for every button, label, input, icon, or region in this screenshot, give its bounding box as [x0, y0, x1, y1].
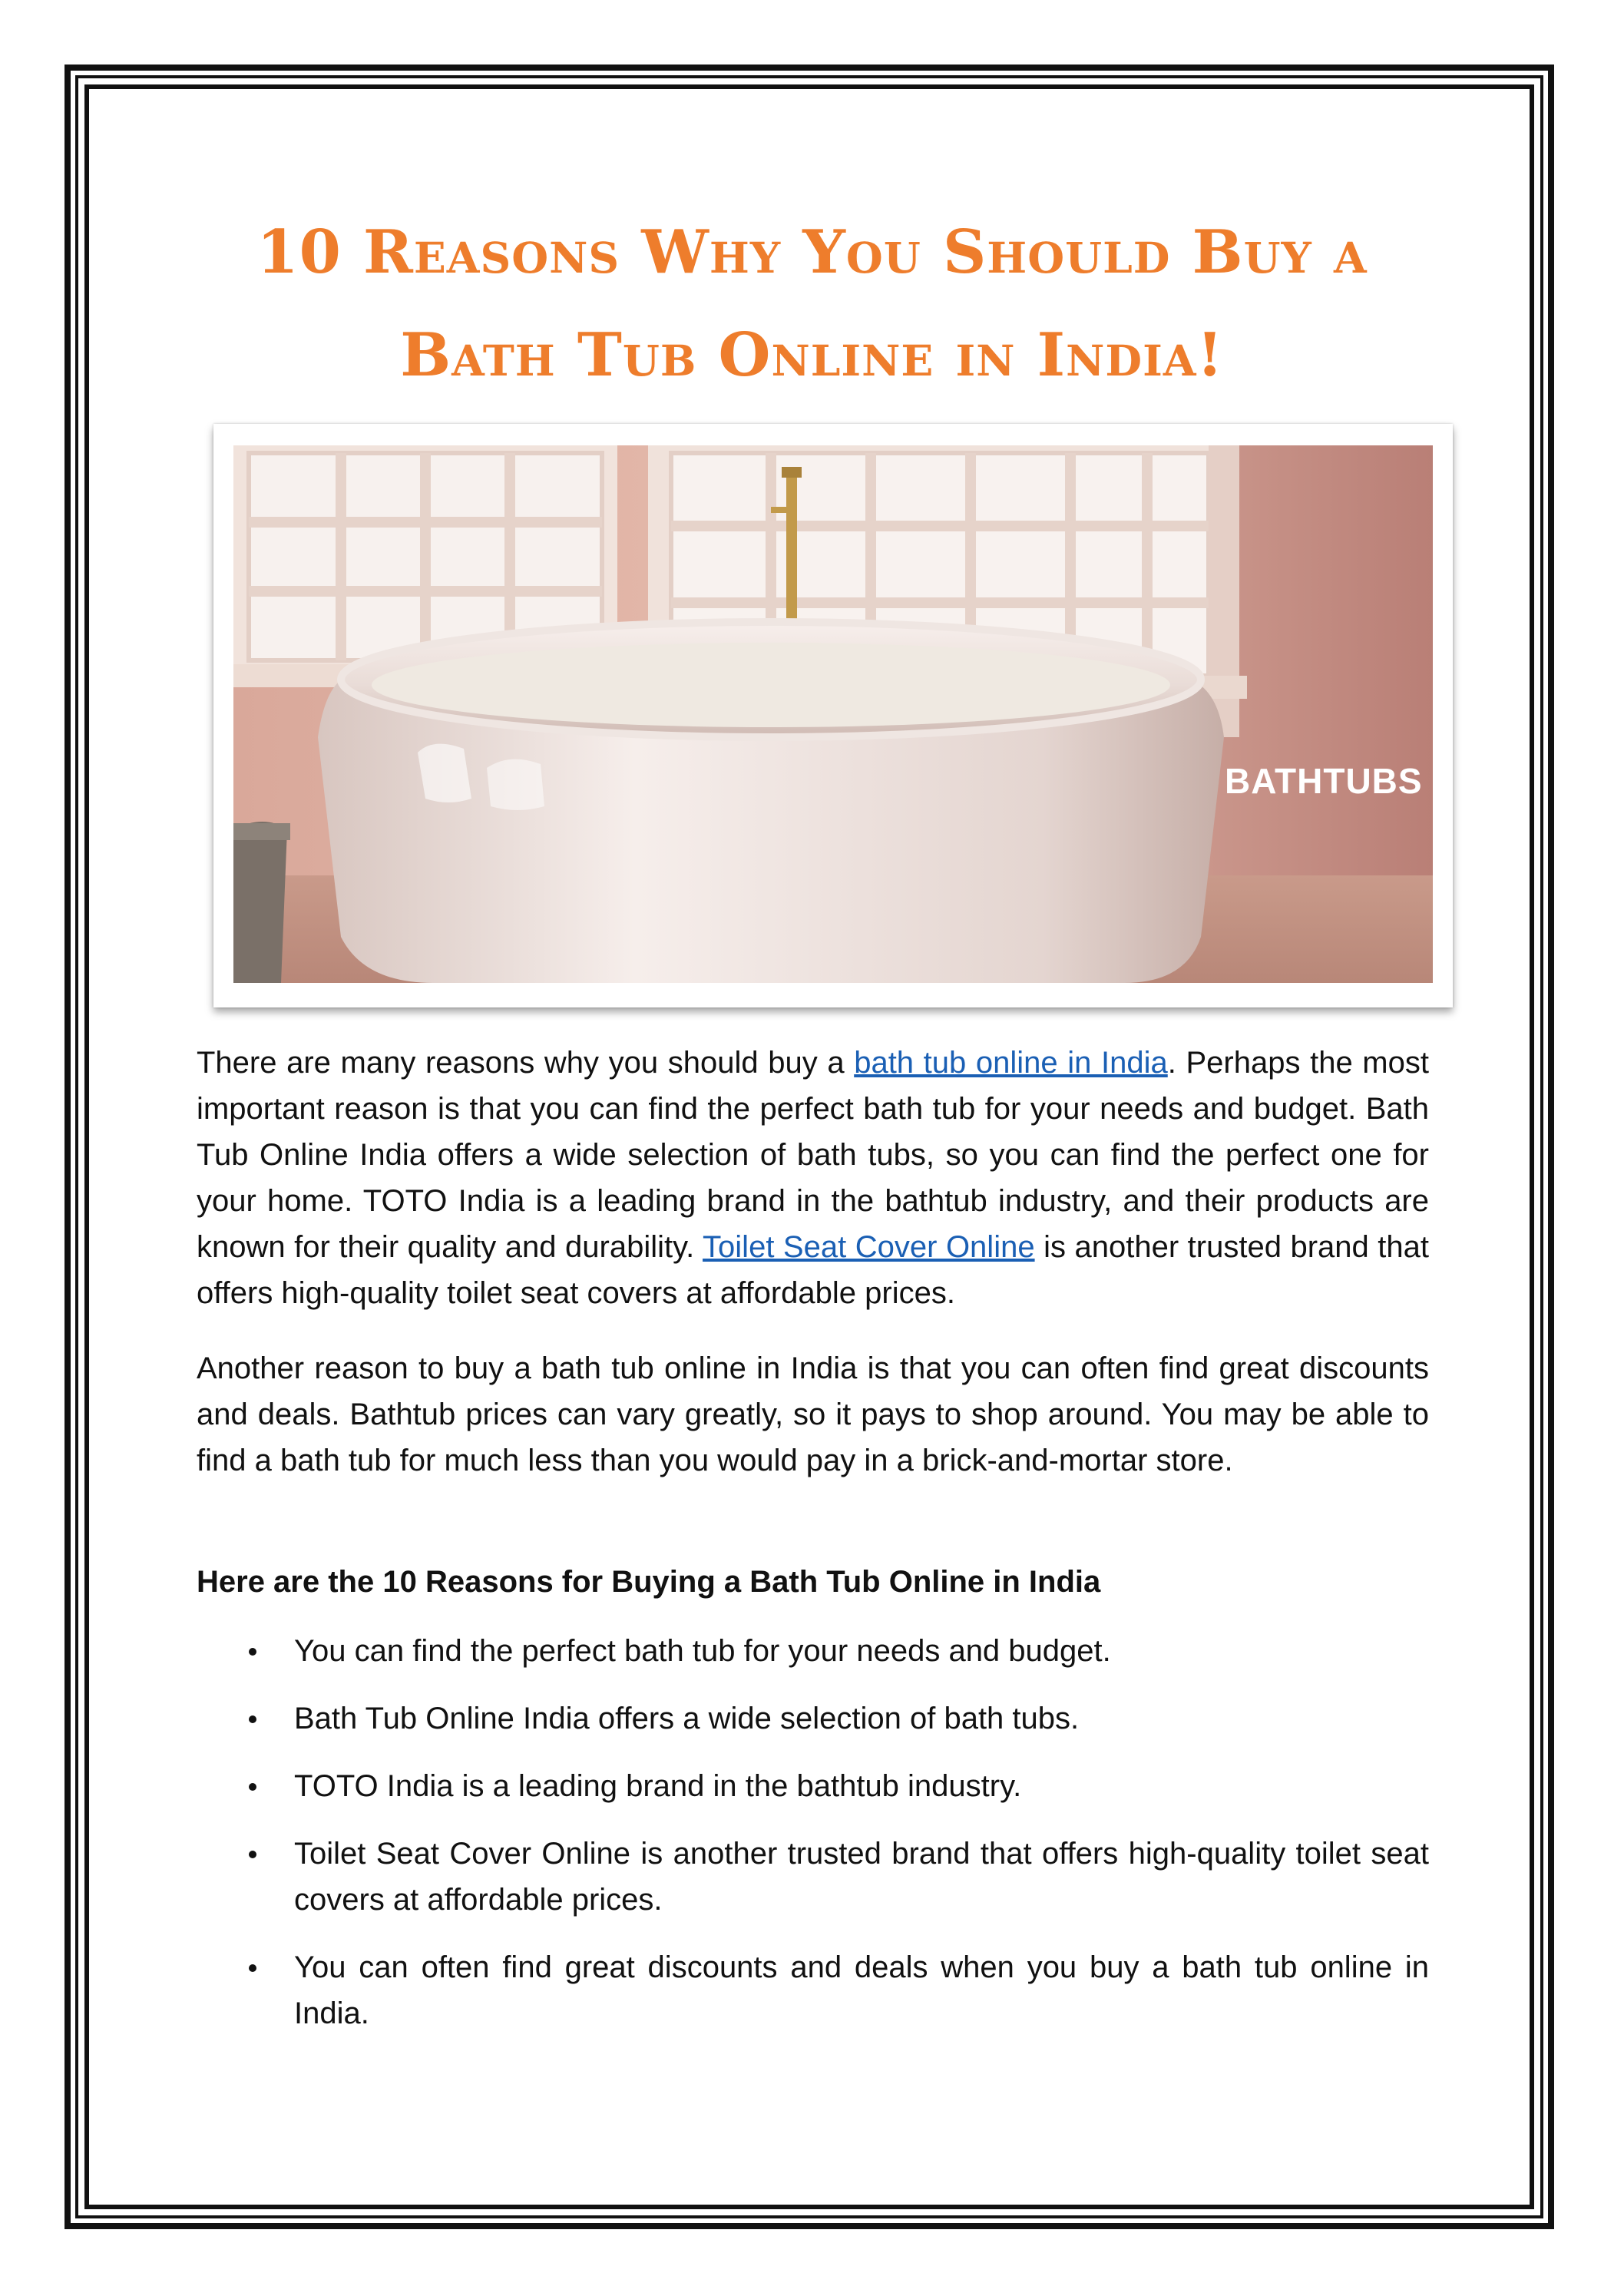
page-title: [154, 201, 1470, 407]
intro-paragraph: [197, 1040, 1429, 1316]
list-item-text: You can often find great discounts and deals when you buy a bath tub online in India.: [294, 1950, 1429, 2030]
intro-text-post: is another trusted brand that offers high-quality toilet seat covers at affordable prices.: [197, 1230, 1429, 1310]
list-item: [197, 1944, 1429, 2036]
list-item-text: Toilet Seat Cover Online is another trusted brand that offers high-quality toilet seat covers at affordable prices.: [294, 1837, 1429, 1917]
list-item: [197, 1628, 1429, 1674]
plant-pot: [233, 822, 290, 983]
bullet-icon: [249, 1648, 256, 1656]
bullet-icon: [249, 1715, 256, 1723]
list-item-text: TOTO India is a leading brand in the bathtub industry.: [294, 1769, 1022, 1803]
intro-text-mid: . Perhaps the most important reason is that you can find the perfect bath tub for your needs and budget. Bath Tub Online India offers a wide selection of bath tubs, so you can find the perfect one for your home. TOTO India is a leading brand in the bathtub industry, and their products are known for their quality and durability.: [197, 1046, 1429, 1264]
list-item: [197, 1763, 1429, 1809]
hero-label: BATHTUBS: [1225, 761, 1423, 801]
discounts-paragraph: Another reason to buy a bath tub online in India is that you can often find great discounts and deals. Bathtub prices can vary greatly, so it pays to shop around. You may be able to find a bath tub for much less than you would pay in a brick-and-mortar store.: [197, 1351, 1429, 1477]
title-line-2: Bath Tub Online in India!: [400, 320, 1224, 390]
intro-text-pre: There are many reasons why you should buy a: [197, 1046, 855, 1080]
hero-image-frame: [213, 424, 1453, 1007]
toilet-seat-cover-link[interactable]: Toilet Seat Cover Online: [703, 1230, 1035, 1264]
list-item: [197, 1831, 1429, 1923]
bathtub-photo: [233, 445, 1433, 983]
reasons-heading: Here are the 10 Reasons for Buying a Bath Tub Online in India: [197, 1565, 1101, 1599]
bullet-icon: [249, 1851, 256, 1858]
list-item-text: Bath Tub Online India offers a wide selection of bath tubs.: [294, 1702, 1080, 1735]
list-item-text: You can find the perfect bath tub for your needs and budget.: [294, 1634, 1111, 1668]
bullet-icon: [249, 1783, 256, 1791]
bath-tub-online-link[interactable]: bath tub online in India: [854, 1046, 1168, 1080]
reasons-list: [197, 1628, 1429, 2058]
bathtub: [318, 622, 1224, 983]
list-item: [197, 1696, 1429, 1742]
bullet-icon: [249, 1964, 256, 1972]
title-line-1: 10 Reasons Why You Should Buy a: [256, 217, 1368, 287]
